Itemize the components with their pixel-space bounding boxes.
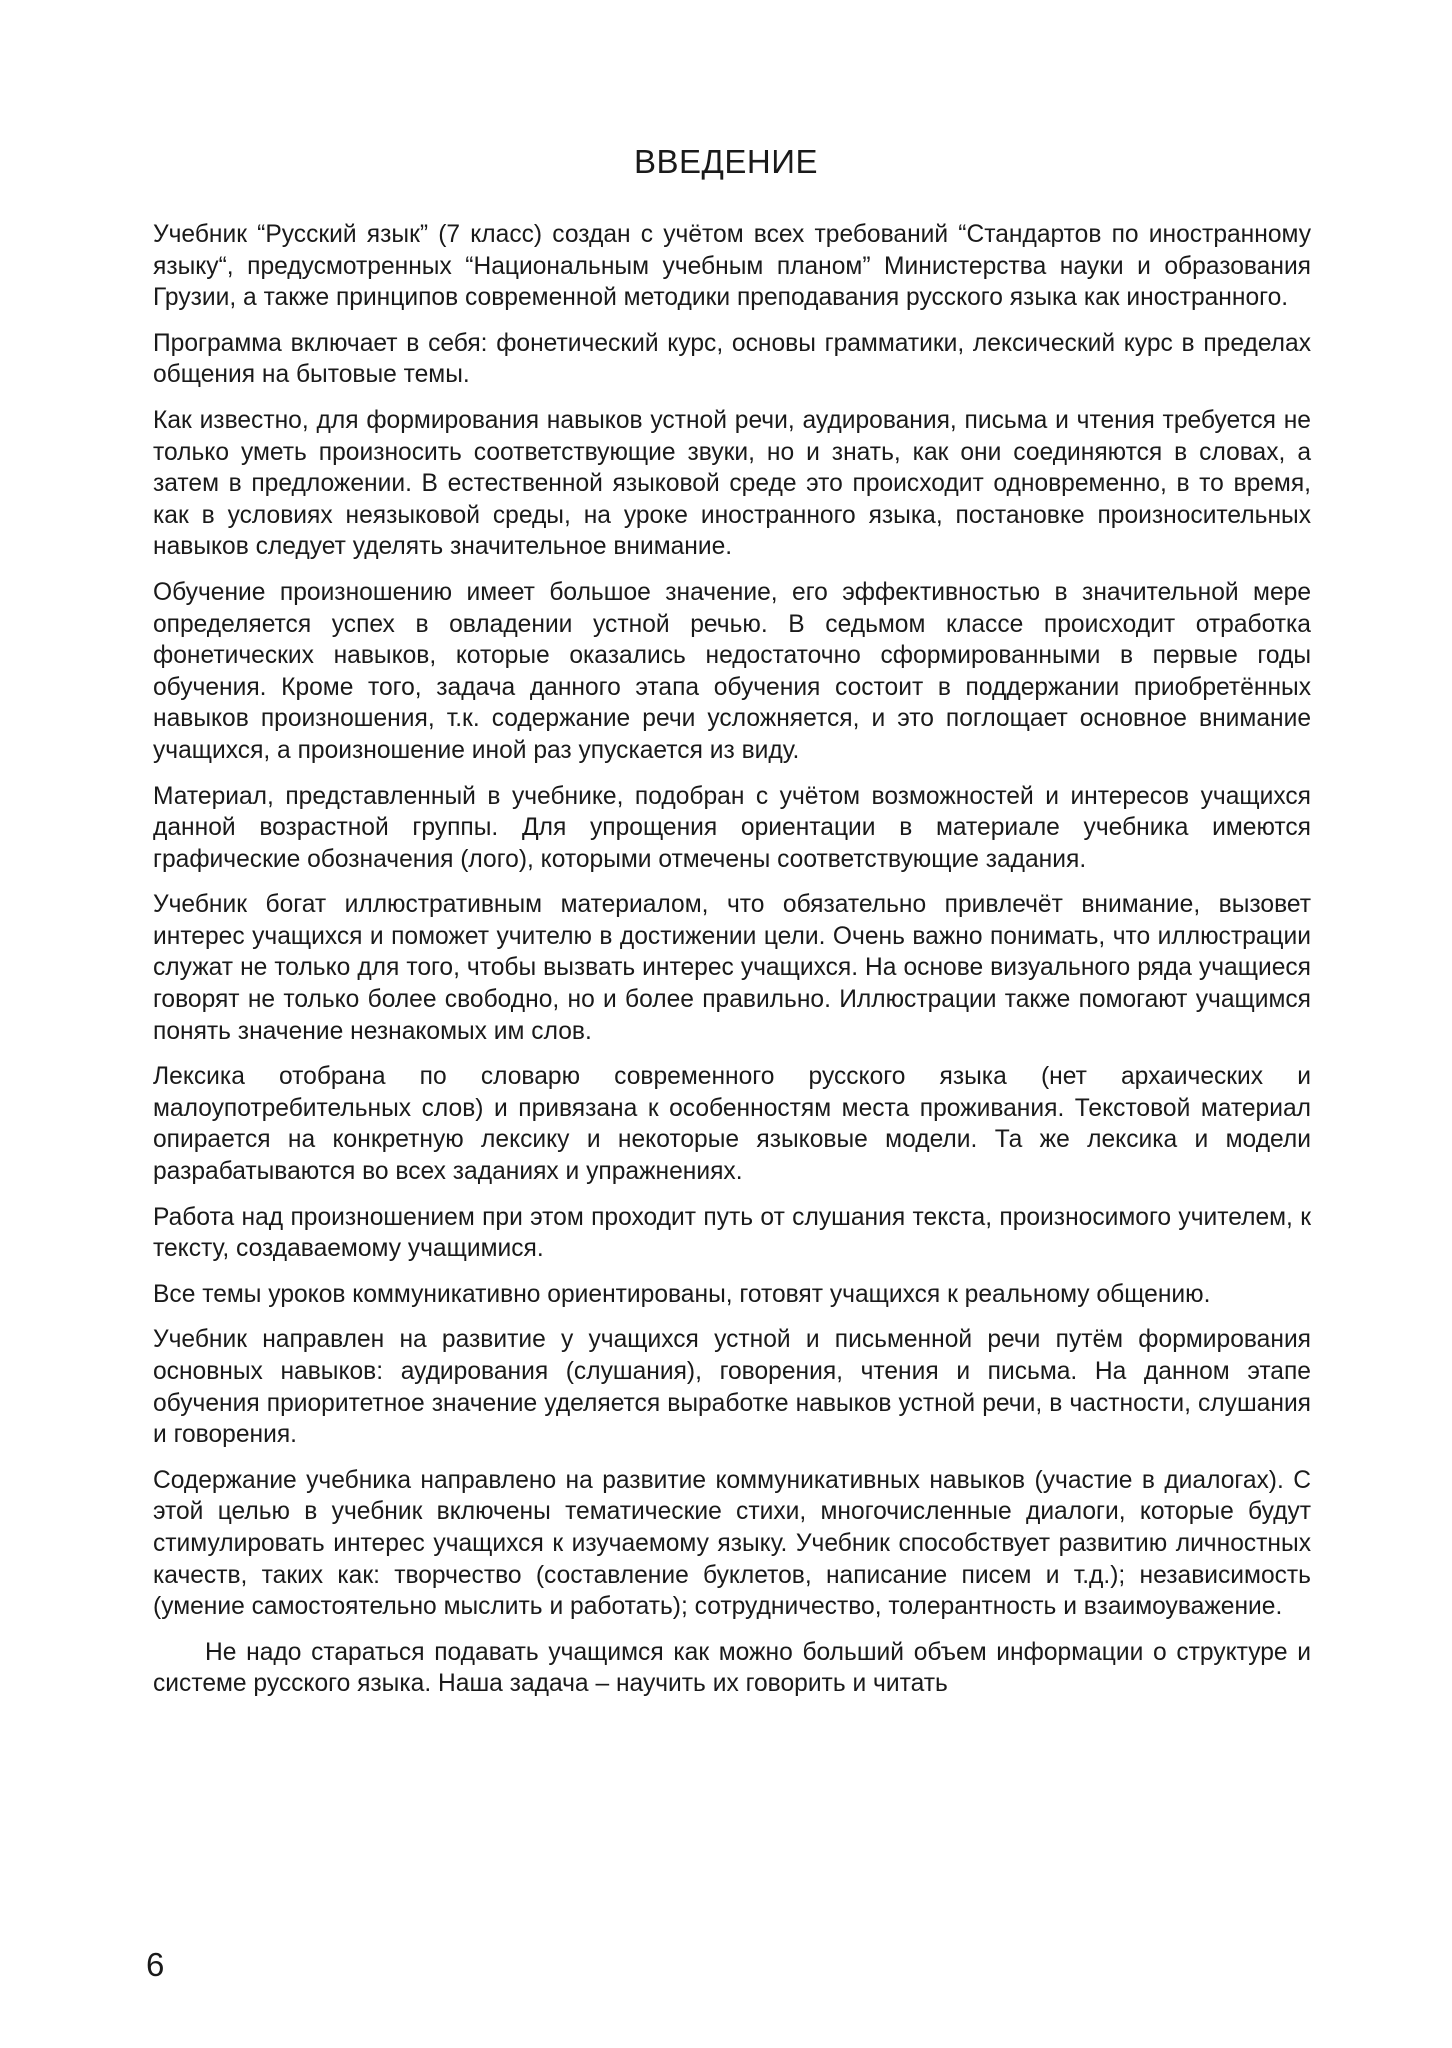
paragraph-5: Материал, представленный в учебнике, подобран с учётом возможностей и интересов учащихся данной возрастной группы. Для упрощения ориентации в материале учебника имеются графические обозначения (лого), которыми отмечены соответствующие задания. xyxy=(153,782,1311,873)
body-text xyxy=(153,219,1311,1714)
page-title: ВВЕДЕНИЕ xyxy=(634,143,818,180)
paragraph-6: Учебник богат иллюстративным материалом, что обязательно привлечёт внимание, вызовет интерес учащихся и поможет учителю в достижении цели. Очень важно понимать, что иллюстрации служат не только для того, чтобы вызвать интерес учащихся. На основе визуального ряда учащиеся говорят не только более свободно, но и более правильно. Иллюстрации также помогают учащимся понять значение незнакомых им слов. xyxy=(153,891,1311,1045)
paragraph-9: Все темы уроков коммуникативно ориентированы, готовят учащихся к реальному общению. xyxy=(153,1280,1211,1308)
paragraph-4: Обучение произношению имеет большое значение, его эффективностью в значительной мере определяется успех в овладении устной речью. В седьмом классе происходит отработка фонетических навыков, которые оказались недостаточно сформированными в первые годы обучения. Кроме того, задача данного этапа обучения состоит в поддержании приобретённых навыков произношения, т.к. содержание речи усложняется, и это поглощает основное внимание учащихся, а произношение иной раз упускается из виду. xyxy=(153,578,1311,764)
paragraph-7: Лексика отобрана по словарю современного русского языка (нет архаических и малоупотребительных слов) и привязана к особенностям места проживания. Текстовой материал опирается на конкретную лексику и некоторые языковые модели. Та же лексика и модели разрабатываются во всех заданиях и упражнениях. xyxy=(153,1063,1311,1186)
paragraph-12: Не надо стараться подавать учащимся как можно больший объем информации о структуре и системе русского языка. Наша задача – научить их говорить и читать xyxy=(153,1638,1311,1698)
paragraph-2: Программа включает в себя: фонетический курс, основы грамматики, лексический курс в пределах общения на бытовые темы. xyxy=(153,329,1311,389)
paragraph-11: Содержание учебника направлено на развитие коммуникативных навыков (участие в диалогах). С этой целью в учебник включены тематические стихи, многочисленные диалоги, которые будут стимулировать интерес учащихся к изучаемому языку. Учебник способствует развитию личностных качеств, таких как: творчество (составление буклетов, написание писем и т.д.); независимость (умение самостоятельно мыслить и работать); сотрудничество, толерантность и взаимоуважение. xyxy=(153,1466,1311,1621)
page-number: 6 xyxy=(146,1946,165,1983)
paragraph-1: Учебник “Русский язык” (7 класс) создан с учётом всех требований “Стандартов по иностранному языку“, предусмотренных “Национальным учебным планом” Министерства науки и образования Грузии, а также принципов современной методики преподавания русского языка как иностранного. xyxy=(153,221,1311,312)
paragraph-3: Как известно, для формирования навыков устной речи, аудирования, письма и чтения требуется не только уметь произносить соответствующие звуки, но и знать, как они соединяются в словах, а затем в предложении. В естественной языковой среде это происходит одновременно, в то время, как в условиях неязыковой среды, на уроке иностранного языка, постановке произносительных навыков следует уделять значительное внимание. xyxy=(153,406,1311,561)
paragraph-8: Работа над произношением при этом проходит путь от слушания текста, произносимого учителем, к тексту, создаваемому учащимися. xyxy=(153,1203,1311,1263)
paragraph-10: Учебник направлен на развитие у учащихся устной и письменной речи путём формирования основных навыков: аудирования (слушания), говорения, чтения и письма. На данном этапе обучения приоритетное значение уделяется выработке навыков устной речи, в частности, слушания и говорения. xyxy=(153,1326,1311,1449)
